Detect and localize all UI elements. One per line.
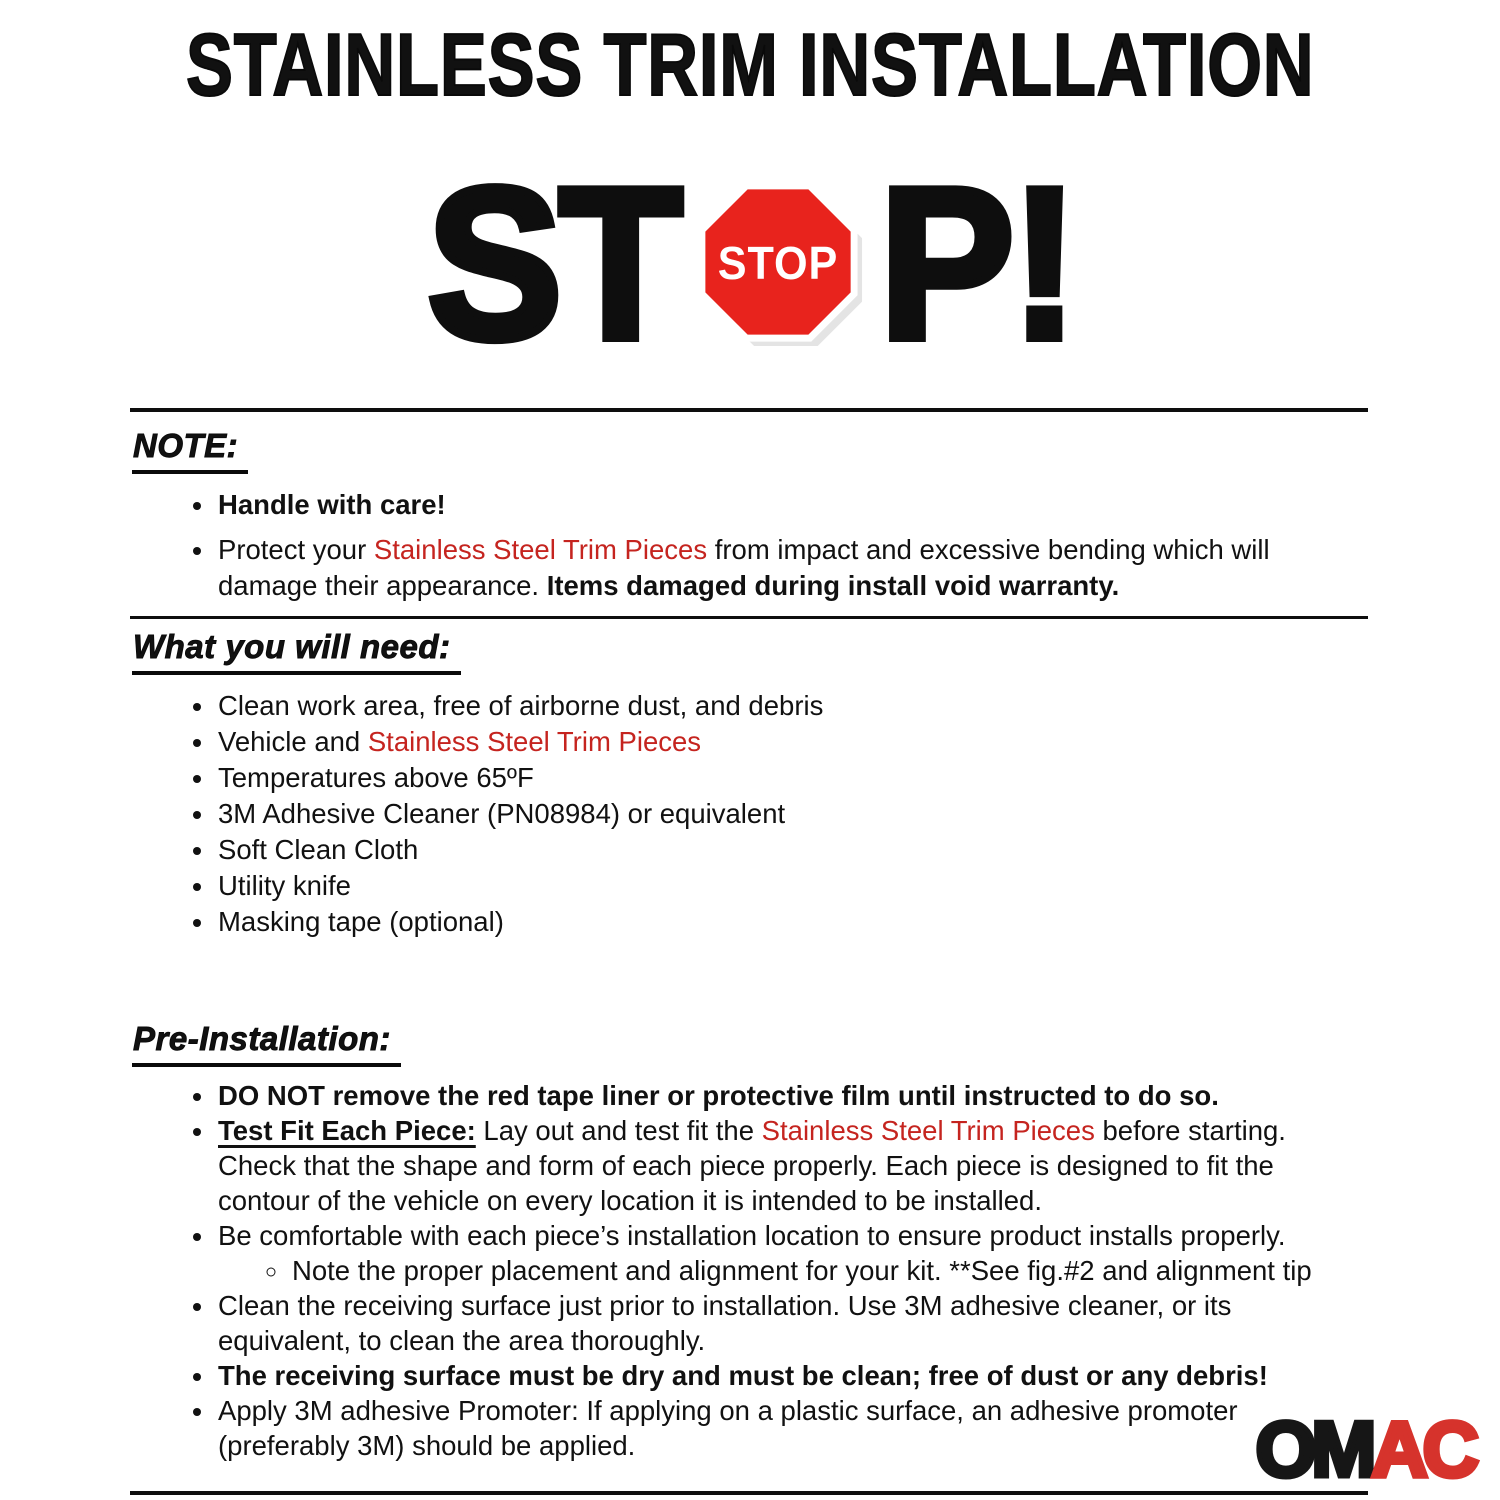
preinstall-item-comfortable: Be comfortable with each piece’s installation location to ensure product installs properly. [218, 1220, 1286, 1251]
note-list [130, 487, 1370, 604]
warranty-warning-text: Items damaged during install void warranty. [546, 570, 1120, 601]
list-item [216, 1358, 1370, 1393]
list-item [216, 1218, 1370, 1288]
stop-sign-label: STOP [717, 236, 839, 289]
stop-word-right: P! [879, 142, 1075, 384]
preinstall-item-cleansurface: Clean the receiving surface just prior to installation. Use 3M adhesive cleaner, or its equivalent, to clean the area thoroughly. [218, 1290, 1232, 1356]
list-item [216, 796, 1370, 832]
needs-item-temperature: Temperatures above 65ºF [218, 762, 534, 793]
preinstall-item-drysurface: The receiving surface must be dry and must be clean; free of dust or any debris! [218, 1360, 1268, 1391]
test-fit-label: Test Fit Each Piece: [218, 1115, 476, 1146]
list-item [216, 760, 1370, 796]
needs-item-tape: Masking tape (optional) [218, 906, 504, 937]
note-section [130, 412, 1370, 604]
list-item [216, 904, 1370, 940]
note-item-protect-text2: from impact and excessive bending which will damage their appearance. [218, 534, 1270, 601]
needs-item-workarea: Clean work area, free of airborne dust, and debris [218, 690, 824, 721]
preinstall-subitem-placement: Note the proper placement and alignment for your kit. **See fig.#2 and alignment tip [292, 1255, 1312, 1286]
preinstall-item-donot: DO NOT remove the red tape liner or protective film until instructed to do so. [218, 1080, 1219, 1111]
list-item [216, 868, 1370, 904]
list-item [216, 688, 1370, 724]
list-item [216, 832, 1370, 868]
preinstall-sublist [218, 1253, 1370, 1288]
omac-logo [1255, 1405, 1474, 1493]
preinstall-section [130, 940, 1370, 1463]
preinstall-item-testfit-text: Lay out and test fit the [475, 1115, 762, 1146]
note-item-handle: Handle with care! [218, 489, 446, 520]
needs-section [130, 619, 1370, 940]
title-row [0, 0, 1500, 116]
stop-graphic [0, 142, 1500, 384]
list-item [216, 487, 1370, 523]
omac-logo-black-letters: OM [1255, 1405, 1372, 1493]
sub-list-item [290, 1253, 1370, 1288]
needs-item-vehicle: Vehicle and [218, 726, 368, 757]
list-item [216, 724, 1370, 760]
preinstall-item-testfit-text2: before starting. Check that the shape and form of each piece properly. Each piece is designed to fit the contour of the vehicle on every location it is intended to be installed. [218, 1115, 1286, 1216]
stainless-trim-red-text: Stainless Steel Trim Pieces [761, 1115, 1095, 1146]
stainless-trim-red-text: Stainless Steel Trim Pieces [373, 534, 708, 565]
needs-item-knife: Utility knife [218, 870, 351, 901]
list-item [216, 1078, 1370, 1113]
needs-list [130, 688, 1370, 940]
preinstall-item-promoter: Apply 3M adhesive Promoter: If applying on a plastic surface, an adhesive promoter (preferably 3M) should be applied. [218, 1395, 1238, 1461]
preinstall-list [130, 1078, 1370, 1463]
preinstall-heading: Pre-Installation: [132, 1020, 401, 1067]
stop-sign-icon [695, 179, 863, 347]
note-heading: NOTE: [132, 427, 248, 474]
list-item [216, 1393, 1370, 1463]
divider-bottom [130, 1491, 1368, 1495]
omac-logo-red-letters: AC [1371, 1405, 1474, 1493]
needs-heading: What you will need: [132, 628, 461, 675]
needs-item-cleaner: 3M Adhesive Cleaner (PN08984) or equivalent [218, 798, 786, 829]
list-item [216, 1288, 1370, 1358]
stainless-trim-red-text: Stainless Steel Trim Pieces [367, 726, 702, 757]
needs-item-cloth: Soft Clean Cloth [218, 834, 419, 865]
page-title: STAINLESS TRIM INSTALLATION [185, 15, 1315, 114]
list-item [216, 1113, 1370, 1218]
list-item [216, 532, 1370, 604]
stop-word-left: ST [427, 142, 679, 384]
note-item-protect-text: Protect your [218, 534, 374, 565]
